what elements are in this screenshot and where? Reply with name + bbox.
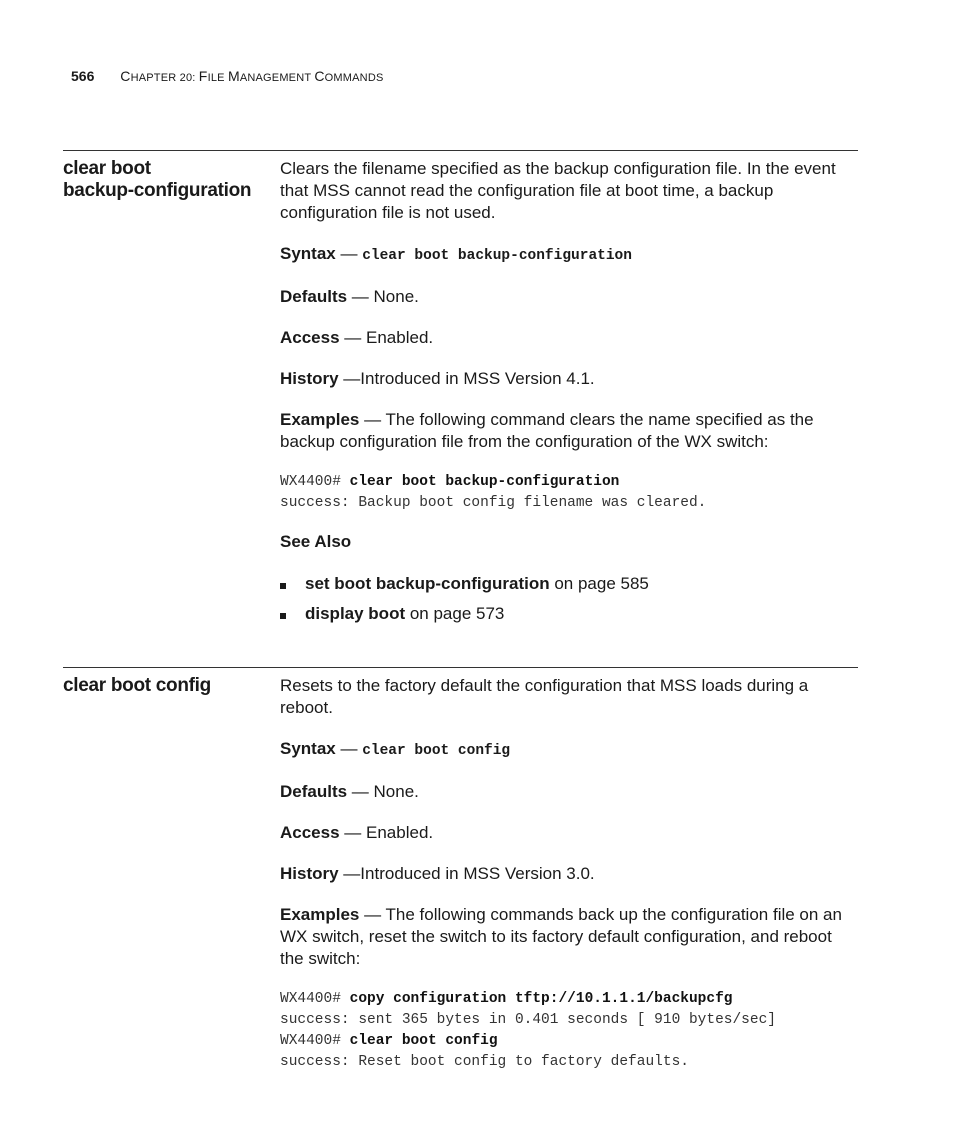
chapter-title: CHAPTER 20: FILE MANAGEMENT COMMANDS — [120, 68, 384, 84]
description: Clears the filename specified as the backup configuration file. In the event that MSS cannot read the configuration file at boot time, a backup configuration file is not used. — [280, 159, 836, 222]
bullet-icon — [280, 583, 286, 589]
see-also-item[interactable]: display boot on page 573 — [280, 603, 860, 625]
defaults-line: Defaults — None. — [280, 782, 419, 801]
section-title-clear-boot-backup-configuration: clear boot backup-configuration — [63, 158, 252, 201]
access-line: Access — Enabled. — [280, 328, 434, 347]
see-also-item[interactable]: set boot backup-configuration on page 585 — [280, 573, 860, 595]
see-also-list — [280, 573, 860, 625]
bullet-icon — [280, 613, 286, 619]
description: Resets to the factory default the configuration that MSS loads during a reboot. — [280, 676, 809, 717]
code-line: WX4400# copy configuration tftp://10.1.1.1/backupcfg — [280, 991, 733, 1007]
history-line: History —Introduced in MSS Version 4.1. — [280, 369, 595, 388]
page-number: 566 — [71, 68, 95, 84]
section-divider — [63, 150, 858, 151]
section-body-clear-boot-backup-configuration — [280, 158, 860, 633]
code-line: WX4400# clear boot backup-configuration — [280, 474, 620, 490]
see-also-heading: See Also — [280, 532, 352, 551]
access-line: Access — Enabled. — [280, 823, 434, 842]
section-divider — [63, 667, 858, 668]
syntax-line: Syntax — clear boot backup-configuration — [280, 244, 632, 264]
code-line: success: Reset boot config to factory defaults. — [280, 1054, 689, 1070]
history-line: History —Introduced in MSS Version 3.0. — [280, 864, 595, 883]
code-line: WX4400# clear boot config — [280, 1033, 498, 1049]
code-line: success: sent 365 bytes in 0.401 seconds [ 910 bytes/sec] — [280, 1012, 776, 1028]
section-body-clear-boot-config — [280, 675, 860, 1073]
code-example — [280, 472, 860, 514]
examples-line: Examples — The following commands back up the configuration file on an WX switch, reset the switch to its factory default configuration, and reboot the switch: — [280, 905, 842, 968]
section-title-clear-boot-config: clear boot config — [63, 675, 211, 696]
code-example — [280, 989, 860, 1073]
syntax-line: Syntax — clear boot config — [280, 739, 511, 759]
running-header — [71, 68, 384, 84]
defaults-line: Defaults — None. — [280, 287, 419, 306]
examples-line: Examples — The following command clears the name specified as the backup configuration file from the configuration of the WX switch: — [280, 410, 814, 451]
code-line: success: Backup boot config filename was cleared. — [280, 495, 707, 511]
